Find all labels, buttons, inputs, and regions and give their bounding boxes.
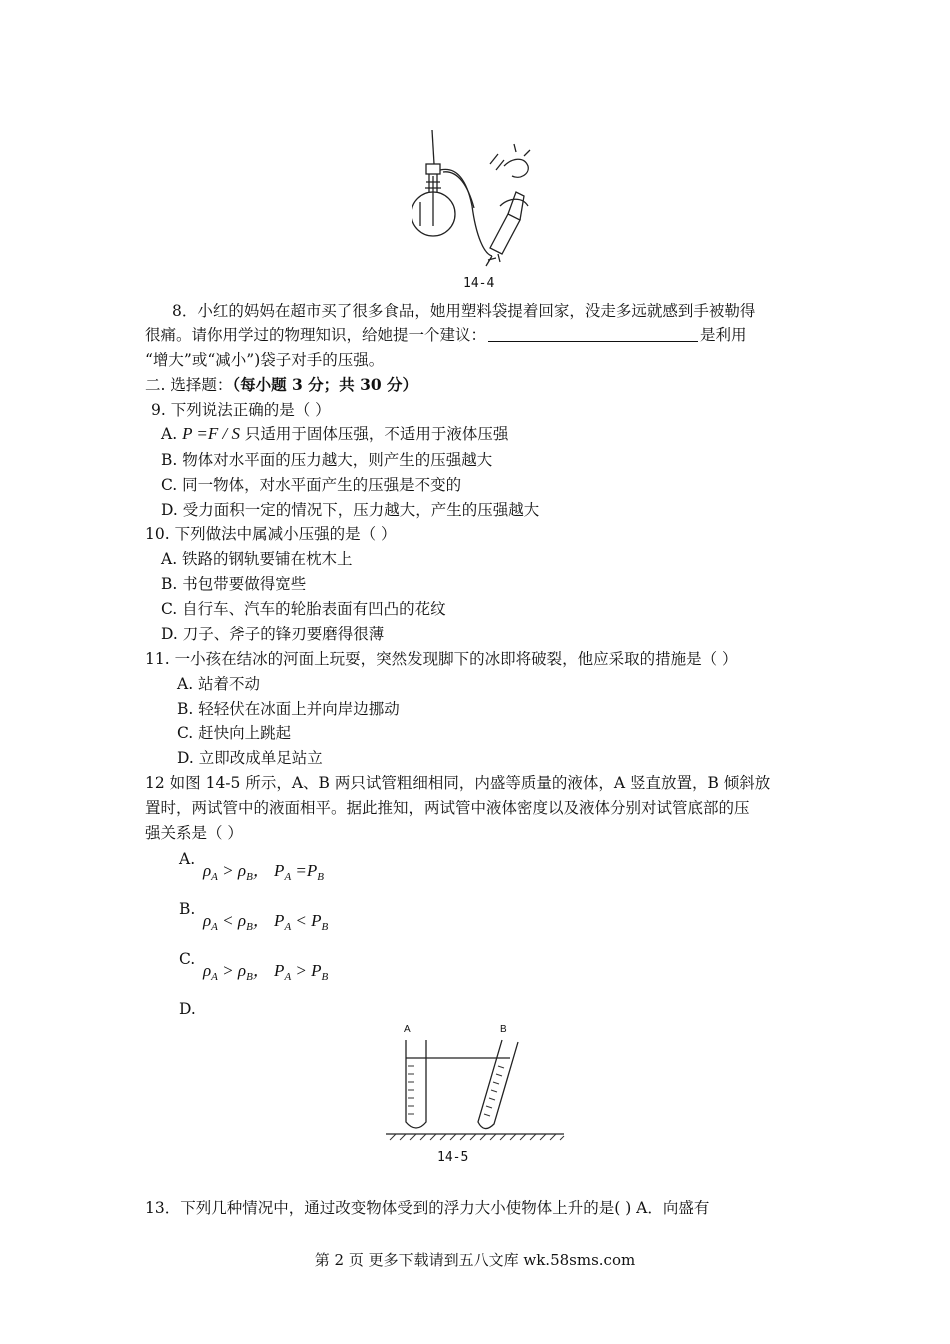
q12-option-a-formula: [203, 860, 324, 888]
subscript-b: B: [317, 871, 325, 883]
q8-answer-blank[interactable]: [488, 325, 698, 342]
q8-line-2-text: 很痛。请你用学过的物理知识，给她提一个建议：: [145, 326, 487, 344]
q12-option-a-label: A.: [179, 850, 196, 868]
q8-line-1: 8．小红的妈妈在超市买了很多食品，她用塑料袋提着回家，没走多远就感到手被勒得: [172, 302, 756, 320]
relation-symbol: >: [295, 961, 307, 980]
relation-symbol: =: [295, 861, 307, 880]
pressure-symbol: P: [311, 961, 322, 980]
figure-14-5-caption: 14-5: [437, 1150, 469, 1165]
tube-b-label: B: [500, 1024, 507, 1035]
q11-option-c: C. 赶快向上跳起: [177, 724, 292, 742]
q11-option-b: B. 轻轻伏在冰面上并向岸边挪动: [177, 700, 400, 718]
pressure-symbol: P: [311, 911, 322, 930]
q12-option-b-label: B.: [179, 900, 196, 918]
section-2-heading: [145, 374, 418, 396]
subscript-b: B: [321, 971, 329, 983]
q9-stem: 9. 下列说法正确的是（ ）: [151, 401, 331, 419]
q13-stem: 13．下列几种情况中，通过改变物体受到的浮力大小使物体上升的是( ) A．向盛有: [145, 1199, 710, 1217]
rho-symbol: ρ: [237, 861, 247, 880]
q12-line-1: 12 如图 14-5 所示，A、B 两只试管粗细相同，内盛等质量的液体，A 竖直放置，B 倾斜放: [145, 774, 771, 792]
q9-option-a-text: 只适用于固体压强，不适用于液体压强: [244, 425, 509, 443]
subscript-a: A: [284, 871, 292, 883]
pressure-symbol: P: [274, 861, 285, 880]
q8-line-2-suffix: 是利用: [700, 326, 747, 344]
section-2-prefix: 二. 选择题：: [145, 376, 233, 394]
subscript-b: B: [246, 871, 253, 883]
subscript-a: A: [284, 921, 292, 933]
rho-symbol: ρ: [237, 911, 247, 930]
subscript-a: A: [211, 921, 218, 933]
q12-option-c-label: C.: [179, 950, 196, 968]
q9-option-d: D. 受力面积一定的情况下，压力越大，产生的压强越大: [161, 501, 540, 519]
figure-14-4-flask-apparatus: [412, 126, 542, 274]
subscript-b: B: [246, 921, 253, 933]
subscript-b: B: [246, 971, 253, 983]
q10-option-a: A. 铁路的钢轨要铺在枕木上: [161, 550, 353, 568]
relation-symbol: >: [222, 961, 234, 980]
figure-14-5-test-tubes: [386, 1022, 570, 1142]
subscript-b: B: [321, 921, 329, 933]
page-footer: 第 2 页 更多下载请到五八文库 wk.58sms.com: [314, 1251, 636, 1269]
tube-b: [478, 1040, 518, 1129]
tube-a: [406, 1040, 426, 1128]
pressure-symbol: P: [274, 911, 285, 930]
q9-formula: P =F / S: [182, 424, 240, 443]
rho-symbol: ρ: [237, 961, 247, 980]
q10-option-c: C. 自行车、汽车的轮胎表面有凹凸的花纹: [161, 600, 446, 618]
pressure-symbol: P: [306, 861, 318, 880]
subscript-a: A: [211, 971, 218, 983]
rho-symbol: ρ: [203, 911, 212, 930]
separator: ，: [252, 961, 270, 980]
subscript-a: A: [211, 871, 218, 883]
q9-option-a: [161, 423, 508, 445]
q10-option-b: B. 书包带要做得宽些: [161, 575, 307, 593]
q10-stem: 10. 下列做法中属减小压强的是（ ）: [145, 525, 397, 543]
q9-option-a-label: A.: [161, 425, 178, 443]
separator: ，: [252, 911, 270, 930]
q12-option-b-formula: [203, 910, 328, 938]
relation-symbol: >: [222, 861, 234, 880]
tube-a-label: A: [404, 1024, 411, 1035]
q8-line-3: “增大”或“减小”)袋子对手的压强。: [145, 351, 385, 369]
q11-option-d: D. 立即改成单足站立: [177, 749, 323, 767]
q12-line-2: 置时，两试管中的液面相平。据此推知，两试管中液体密度以及液体分别对试管底部的压: [145, 799, 750, 817]
q11-stem: 11. 一小孩在结冰的河面上玩耍，突然发现脚下的冰即将破裂，他应采取的措施是（ ）: [145, 650, 738, 668]
q12-option-d-label: D.: [179, 1000, 196, 1018]
rho-symbol: ρ: [203, 861, 212, 880]
q9-option-c: C. 同一物体，对水平面产生的压强是不变的: [161, 476, 462, 494]
q10-option-d: D. 刀子、斧子的锋刃要磨得很薄: [161, 625, 385, 643]
rho-symbol: ρ: [203, 961, 212, 980]
q9-option-b: B. 物体对水平面的压力越大，则产生的压强越大: [161, 451, 493, 469]
q12-line-3: 强关系是（ ）: [145, 824, 243, 842]
section-2-scoring-note: （每小题 3 分；共 30 分）: [232, 375, 419, 394]
separator: ，: [252, 861, 270, 880]
q11-option-a: A. 站着不动: [177, 675, 261, 693]
relation-symbol: <: [295, 911, 307, 930]
pressure-symbol: P: [274, 961, 285, 980]
subscript-a: A: [284, 971, 292, 983]
q8-line-2: [145, 324, 747, 346]
figure-14-4-caption: 14-4: [463, 276, 495, 291]
relation-symbol: <: [222, 911, 234, 930]
q12-option-c-formula: [203, 960, 328, 988]
